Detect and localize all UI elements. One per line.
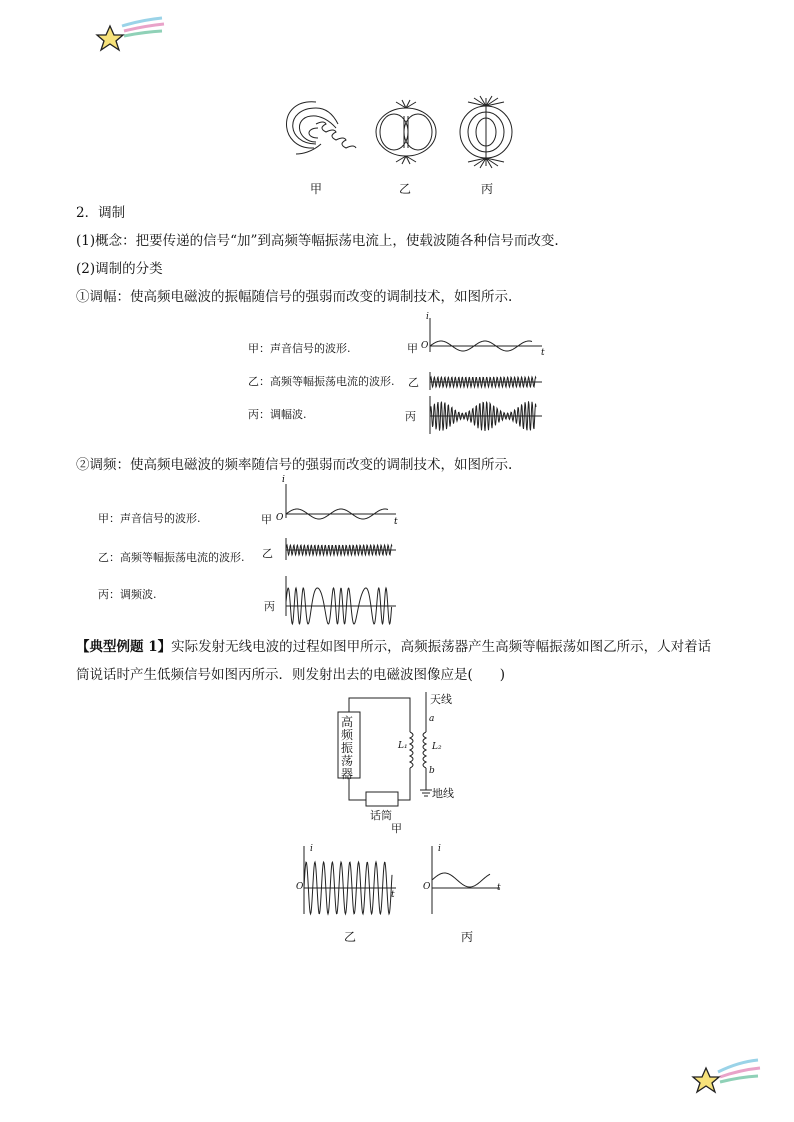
am-label-bing: 丙：调幅波. <box>248 408 307 421</box>
fm-tag-yi: 乙 <box>262 547 273 560</box>
star-icon <box>97 26 123 50</box>
graph-yi-i: i <box>310 844 313 854</box>
am-tag-jia: 甲 <box>407 342 418 355</box>
caption-jia: 甲 <box>309 182 322 196</box>
fm-label-jia: 甲：声音信号的波形. <box>98 512 201 525</box>
mic-box <box>366 792 398 806</box>
label-l1: L₁ <box>398 741 408 751</box>
fm-label-yi: 乙：高频等幅振荡电流的波形. <box>98 551 245 564</box>
star-decoration-top <box>92 16 172 56</box>
section-heading: 2．调制 <box>76 205 126 221</box>
example-line-2: 筒说话时产生低频信号如图丙所示．则发射出去的电磁波图像应是( ) <box>76 667 506 683</box>
antenna-label: 天线 <box>430 693 452 706</box>
graph-bing <box>430 846 510 918</box>
concept-text: (1)概念：把要传递的信号“加”到高频等幅振荡电流上，使载波随各种信号而改变. <box>76 233 559 249</box>
oscillator-label: 高频振荡器 <box>340 715 353 781</box>
classification-text: (2)调制的分类 <box>76 261 163 277</box>
graph-yi-caption: 乙 <box>343 930 356 944</box>
am-axis-t: t <box>541 348 545 358</box>
field-bing <box>460 96 512 168</box>
star-icon <box>693 1068 719 1092</box>
svg-text:t: t <box>394 517 398 527</box>
fm-tag-bing: 丙 <box>264 600 275 613</box>
label-a: a <box>429 714 435 724</box>
mic-label: 话筒 <box>370 809 392 822</box>
am-axis-i: i <box>426 312 429 322</box>
am-tag-bing: 丙 <box>405 410 416 423</box>
svg-text:O: O <box>276 513 284 523</box>
field-jia <box>287 102 357 154</box>
example-text-1: 实际发射无线电波的过程如图甲所示，高频振荡器产生高频等幅振荡如图乙所示，人对着话 <box>171 639 712 655</box>
am-graphs <box>428 318 548 438</box>
fm-graphs <box>276 475 404 619</box>
am-origin-jia: O <box>421 341 429 351</box>
graph-bing-t: t <box>497 883 501 893</box>
star-decoration-bottom <box>686 1050 766 1100</box>
caption-bing: 丙 <box>480 182 493 196</box>
am-label-jia: 甲：声音信号的波形. <box>248 342 351 355</box>
circuit-fig-label: 甲 <box>391 822 402 835</box>
example-line-1 <box>76 637 711 657</box>
am-tag-yi: 乙 <box>408 376 419 389</box>
graph-bing-i: i <box>438 844 441 854</box>
svg-text:i: i <box>282 475 285 485</box>
graph-yi-o: O <box>296 882 304 892</box>
example-tag: 【典型例题 1】 <box>76 639 172 655</box>
label-b: b <box>429 766 435 776</box>
fm-description: ②调频：使高频电磁波的频率随信号的强弱而改变的调制技术，如图所示. <box>76 457 513 473</box>
coil-l1 <box>410 732 413 768</box>
graph-bing-caption: 丙 <box>460 930 473 944</box>
am-description: ①调幅：使高频电磁波的振幅随信号的强弱而改变的调制技术，如图所示. <box>76 289 513 305</box>
coil-l2 <box>423 732 426 768</box>
fm-tag-jia: 甲 <box>261 513 272 526</box>
fm-label-bing: 丙：调频波. <box>98 588 157 601</box>
field-lines-figure <box>276 104 516 184</box>
graph-yi-t: t <box>391 890 395 900</box>
label-l2: L₂ <box>432 742 442 752</box>
caption-yi: 乙 <box>398 182 411 196</box>
am-label-yi: 乙：高频等幅振荡电流的波形. <box>248 375 395 388</box>
graph-bing-o: O <box>423 882 431 892</box>
circuit-diagram <box>336 692 466 832</box>
field-yi <box>376 100 436 164</box>
ground-label: 地线 <box>432 787 454 800</box>
graph-yi <box>298 846 398 918</box>
